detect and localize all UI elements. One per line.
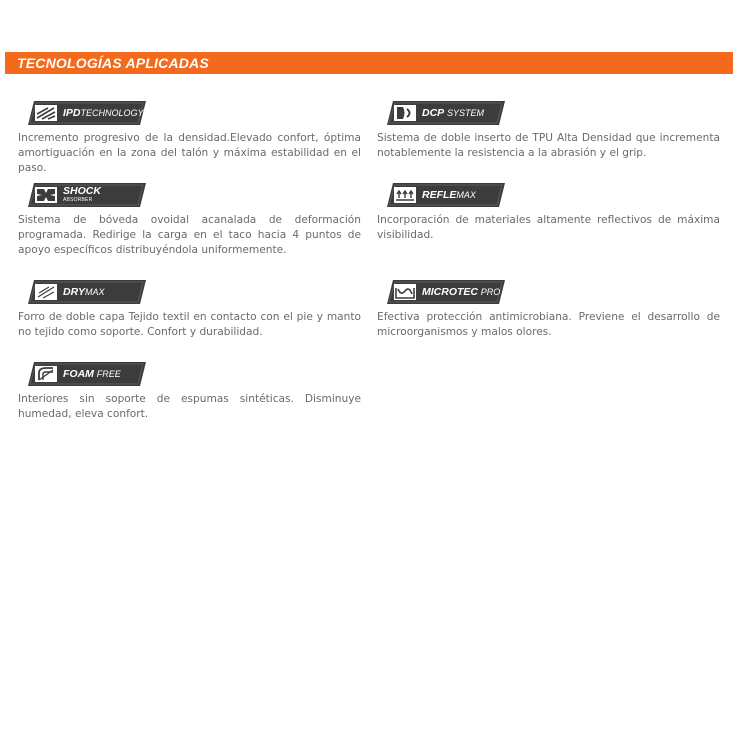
shock-badge (28, 183, 146, 207)
dcp-description: Sistema de doble inserto de TPU Alta Densidad que incrementa notablemente la resistencia a la abrasión y el grip. (377, 132, 720, 159)
microtec-description: Efectiva protección antimicrobiana. Previene el desarrollo de microorganismos y malos olores. (377, 311, 720, 338)
microtec-badge (387, 280, 505, 304)
ipd-label: IPDTECHNOLOGY (63, 107, 144, 119)
dry-layers-icon (34, 283, 58, 301)
tech-item-drymax (18, 280, 361, 340)
shock-description: Sistema de bóveda ovoidal acanalada de deformación programada. Redirige la carga en el taco hacia 4 puntos de apoyo específicos distribuyéndola uniformemente. (18, 214, 361, 256)
foamfree-label: FOAM FREE (63, 368, 121, 380)
section-header-bar (5, 52, 733, 74)
dcp-label: DCP SYSTEM (422, 107, 484, 119)
reflemax-description: Incorporación de materiales altamente reflectivos de máxima visibilidad. (377, 214, 720, 241)
ipd-stripes-icon (34, 104, 58, 122)
foam-free-icon (34, 365, 58, 383)
shock-dome-icon (34, 186, 58, 204)
dcp-badge (387, 101, 505, 125)
tech-item-ipd (18, 101, 361, 176)
tech-item-foamfree (18, 362, 361, 422)
tech-item-reflemax (377, 183, 720, 243)
shock-label: SHOCK ABSORBER (63, 185, 101, 203)
drymax-label: DRYMAX (63, 286, 105, 298)
foamfree-badge (28, 362, 146, 386)
drymax-badge (28, 280, 146, 304)
tech-item-microtec (377, 280, 720, 340)
dcp-insert-icon (393, 104, 417, 122)
reflective-arrows-icon (393, 186, 417, 204)
tech-item-shock (18, 183, 361, 258)
drymax-description: Forro de doble capa Tejido textil en contacto con el pie y manto no tejido como soporte. Confort y durabilidad. (18, 311, 361, 338)
ipd-badge (28, 101, 146, 125)
foamfree-description: Interiores sin soporte de espumas sintéticas. Disminuye humedad, eleva confort. (18, 393, 361, 420)
microtec-label: MICROTEC PRO (422, 286, 501, 298)
microtec-wave-icon (393, 283, 417, 301)
reflemax-label: REFLEMAX (422, 189, 476, 201)
tech-item-dcp (377, 101, 720, 161)
reflemax-badge (387, 183, 505, 207)
section-title: TECNOLOGÍAS APLICADAS (17, 55, 209, 71)
ipd-description: Incremento progresivo de la densidad.Elevado confort, óptima amortiguación en la zona del talón y máxima estabilidad en el paso. (18, 132, 361, 174)
